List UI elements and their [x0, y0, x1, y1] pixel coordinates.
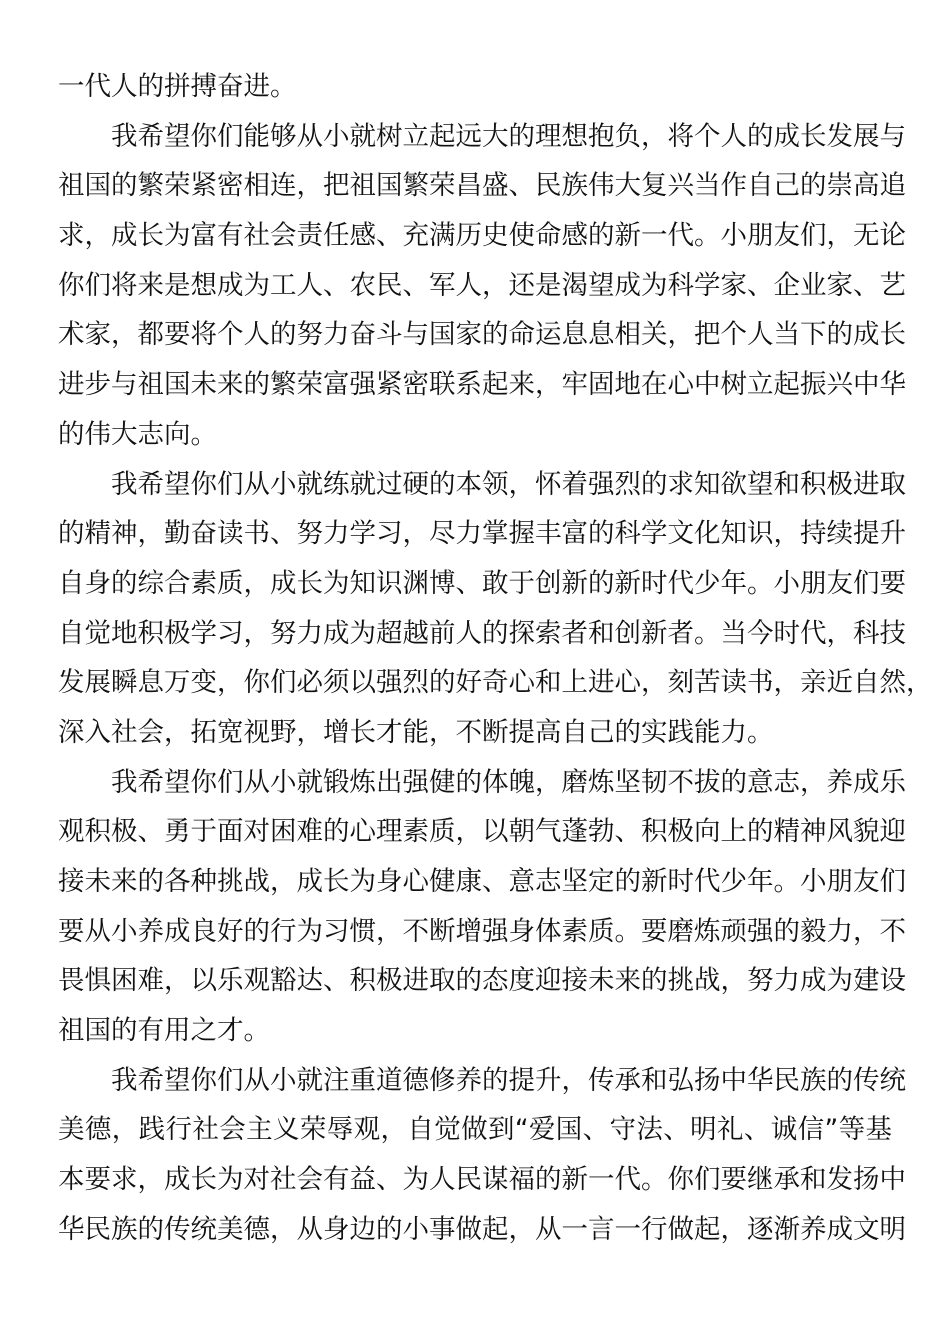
paragraph — [58, 112, 906, 460]
paragraph — [58, 62, 892, 112]
text-line: 本要求，成长为对社会有益、为人民谋福的新一代。你们要继承和发扬中 — [58, 1164, 906, 1196]
text-line: 深入社会，拓宽视野，增长才能，不断提高自己的实践能力。 — [58, 716, 774, 748]
text-line: 我希望你们从小就注重道德修养的提升，传承和弘扬中华民族的传统 — [111, 1064, 906, 1096]
text-line: 发展瞬息万变，你们必须以强烈的好奇心和上进心，刻苦读书，亲近自然， — [58, 667, 933, 699]
text-line: 你们将来是想成为工人、农民、军人，还是渴望成为科学家、企业家、艺 — [58, 269, 906, 301]
text-line: 华民族的传统美德，从身边的小事做起，从一言一行做起，逐渐养成文明 — [58, 1213, 906, 1245]
text-line: 的精神，勤奋读书、努力学习，尽力掌握丰富的科学文化知识，持续提升 — [58, 518, 906, 550]
text-line: 接未来的各种挑战，成长为身心健康、意志坚定的新时代少年。小朋友们 — [58, 866, 906, 897]
text-line: 我希望你们从小就锻炼出强健的体魄，磨炼坚韧不拔的意志，养成乐 — [111, 766, 906, 798]
text-line: 术家，都要将个人的努力奋斗与国家的命运息息相关，把个人当下的成长 — [58, 319, 906, 351]
text-line: 畏惧困难，以乐观豁达、积极进取的态度迎接未来的挑战，努力成为建设 — [58, 965, 906, 997]
paragraph — [58, 758, 906, 1056]
text-line: 进步与祖国未来的繁荣富强紧密联系起来，牢固地在心中树立起振兴中华 — [58, 369, 906, 401]
text-line: 观积极、勇于面对困难的心理素质，以朝气蓬勃、积极向上的精神风貌迎 — [58, 816, 906, 848]
text-line: 求，成长为富有社会责任感、充满历史使命感的新一代。小朋友们，无论 — [58, 220, 906, 252]
text-line: 美德，践行社会主义荣辱观，自觉做到“爱国、守法、明礼、诚信”等基 — [58, 1114, 892, 1146]
text-line: 祖国的繁荣紧密相连，把祖国繁荣昌盛、民族伟大复兴当作自己的崇高追 — [58, 170, 906, 202]
text-line: 祖国的有用之才。 — [58, 1015, 270, 1047]
text-line: 一代人的拼搏奋进。 — [58, 71, 297, 102]
text-line: 我希望你们能够从小就树立起远大的理想抱负，将个人的成长发展与 — [111, 120, 906, 152]
text-line: 我希望你们从小就练就过硬的本领，怀着强烈的求知欲望和积极进取 — [111, 468, 906, 500]
paragraph — [58, 460, 933, 758]
text-line: 自身的综合素质，成长为知识渊博、敢于创新的新时代少年。小朋友们要 — [58, 567, 906, 599]
text-line: 的伟大志向。 — [58, 418, 217, 450]
document-page — [58, 62, 933, 1255]
paragraph — [58, 1056, 906, 1255]
text-line: 要从小养成良好的行为习惯，不断增强身体素质。要磨炼顽强的毅力，不 — [58, 915, 906, 947]
text-line: 自觉地积极学习，努力成为超越前人的探索者和创新者。当今时代，科技 — [58, 617, 906, 649]
